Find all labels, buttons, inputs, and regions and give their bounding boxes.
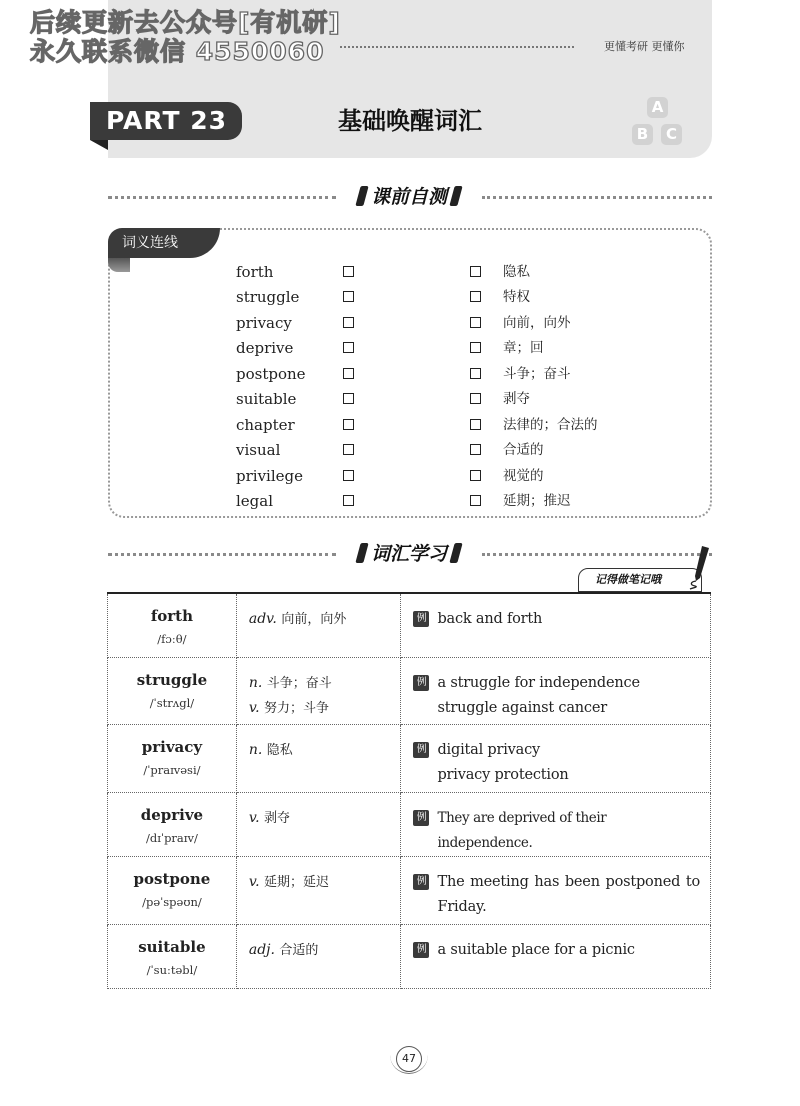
- meaning-checkbox[interactable]: [470, 368, 481, 379]
- word-cell: [108, 856, 237, 924]
- vocab-table: [107, 592, 711, 989]
- pos-label: adv.: [248, 611, 277, 627]
- sense-meaning: 延期；延迟: [264, 874, 330, 890]
- example-marker-icon: 例: [413, 810, 429, 826]
- example-marker-icon: 例: [413, 742, 429, 758]
- matching-meaning: 视觉的: [503, 468, 544, 484]
- matching-meaning: 剥夺: [503, 391, 530, 407]
- entry-phonetic: /fɔːθ/: [157, 632, 187, 646]
- definition-cell: [236, 657, 401, 724]
- word-checkbox[interactable]: [343, 266, 354, 277]
- meaning-checkbox[interactable]: [470, 317, 481, 328]
- word-checkbox[interactable]: [343, 317, 354, 328]
- entry-word: privacy: [141, 737, 203, 756]
- entry-word: postpone: [133, 869, 211, 888]
- vocab-title-text: 词汇学习: [370, 543, 447, 565]
- example-text: digital privacy: [437, 741, 541, 758]
- definition-cell: [236, 724, 401, 792]
- pen-icon: [688, 544, 712, 590]
- example-cell: [401, 792, 711, 856]
- matching-row: [236, 491, 656, 516]
- table-row: [108, 856, 711, 924]
- table-row: [108, 657, 711, 724]
- sense-meaning: 剥夺: [264, 810, 291, 826]
- pos-label: n.: [248, 674, 263, 691]
- example-cell: [401, 856, 711, 924]
- matching-word: deprive: [236, 339, 294, 357]
- example-text: They are deprived of their independence.: [437, 809, 607, 851]
- matching-word: suitable: [236, 390, 297, 408]
- abc-block-b-icon: B: [632, 124, 653, 145]
- meaning-checkbox[interactable]: [470, 393, 481, 404]
- pos-label: v.: [248, 699, 260, 716]
- matching-row: [236, 466, 656, 491]
- example-marker-icon: 例: [413, 675, 429, 691]
- pos-label: n.: [248, 741, 263, 758]
- header-dotted-rule: [340, 46, 574, 48]
- example-text: privacy protection: [437, 766, 569, 783]
- word-checkbox[interactable]: [343, 368, 354, 379]
- vocab-section-title: [336, 539, 482, 566]
- sense-meaning: 隐私: [266, 742, 293, 758]
- matching-meaning: 向前，向外: [503, 315, 571, 331]
- definition-cell: [236, 856, 401, 924]
- example-marker-icon: 例: [413, 611, 429, 627]
- vocab-rule-left: [108, 553, 336, 556]
- bracket-right-icon: [449, 186, 462, 206]
- watermark: [30, 8, 341, 66]
- meaning-checkbox[interactable]: [470, 495, 481, 506]
- entry-word: deprive: [140, 805, 204, 824]
- example-text: a struggle for independence: [437, 674, 640, 691]
- matching-word: chapter: [236, 416, 295, 434]
- matching-meaning: 隐私: [503, 264, 530, 280]
- meaning-checkbox[interactable]: [470, 342, 481, 353]
- matching-meaning: 法律的；合法的: [503, 417, 598, 433]
- pos-label: v.: [248, 873, 260, 890]
- word-checkbox[interactable]: [343, 444, 354, 455]
- entry-phonetic: /ˈsuːtəbl/: [146, 962, 198, 977]
- example-cell: [401, 593, 711, 657]
- matching-meaning: 合适的: [503, 442, 544, 458]
- page-number: 47: [396, 1046, 422, 1072]
- table-row: [108, 792, 711, 856]
- vocab-rule-right: [482, 553, 712, 556]
- pretest-rule-right: [482, 196, 712, 199]
- sense-meaning: 斗争；奋斗: [266, 675, 332, 691]
- meaning-checkbox[interactable]: [470, 291, 481, 302]
- matching-row: [236, 287, 656, 312]
- sense-meaning: 合适的: [279, 942, 319, 958]
- example-marker-icon: 例: [413, 874, 429, 890]
- word-cell: [108, 924, 237, 988]
- matching-meaning: 延期；推迟: [503, 493, 571, 509]
- meaning-checkbox[interactable]: [470, 266, 481, 277]
- abc-block-a-icon: A: [647, 97, 668, 118]
- pretest-section-title: [336, 182, 482, 209]
- entry-word: forth: [150, 607, 194, 625]
- word-checkbox[interactable]: [343, 419, 354, 430]
- bracket-left-icon: [355, 543, 368, 563]
- matching-meaning: 斗争；奋斗: [503, 366, 571, 382]
- pos-label: v.: [248, 809, 260, 826]
- table-row: [108, 924, 711, 988]
- example-marker-icon: 例: [413, 942, 429, 958]
- example-text: The meeting has been postponed to Friday.: [437, 873, 700, 915]
- matching-row: [236, 262, 656, 287]
- matching-word: postpone: [236, 365, 306, 383]
- meaning-checkbox[interactable]: [470, 444, 481, 455]
- example-text: struggle against cancer: [437, 699, 607, 716]
- sense-meaning: 向前，向外: [281, 612, 347, 627]
- entry-word: suitable: [138, 937, 206, 956]
- matching-word: legal: [236, 492, 274, 510]
- meaning-checkbox[interactable]: [470, 470, 481, 481]
- matching-row: [236, 313, 656, 338]
- note-reminder-tag: 记得做笔记哦: [578, 568, 702, 592]
- abc-block-c-icon: C: [661, 124, 682, 145]
- example-text: a suitable place for a picnic: [437, 941, 635, 958]
- definition-cell: [236, 792, 401, 856]
- sense-meaning: 努力；斗争: [264, 700, 330, 716]
- matching-meaning: 章；回: [503, 340, 544, 356]
- word-checkbox[interactable]: [343, 342, 354, 353]
- word-checkbox[interactable]: [343, 470, 354, 481]
- matching-tab-label: 词义连线: [108, 228, 220, 258]
- matching-word: privilege: [236, 467, 303, 485]
- matching-word: privacy: [236, 314, 292, 332]
- pretest-rule-left: [108, 196, 336, 199]
- word-cell: [108, 724, 237, 792]
- matching-word: visual: [236, 441, 281, 459]
- word-checkbox[interactable]: [343, 393, 354, 404]
- matching-row: [236, 389, 656, 414]
- matching-row: [236, 338, 656, 363]
- example-cell: [401, 924, 711, 988]
- example-cell: [401, 657, 711, 724]
- part-badge-fold: [90, 140, 108, 150]
- meaning-checkbox[interactable]: [470, 419, 481, 430]
- pretest-title-text: 课前自测: [370, 186, 447, 208]
- matching-word: forth: [236, 263, 274, 281]
- page-title: 基础唤醒词汇: [338, 107, 482, 135]
- matching-row: [236, 415, 656, 440]
- bracket-left-icon: [355, 186, 368, 206]
- table-row: [108, 593, 711, 657]
- matching-word: struggle: [236, 288, 300, 306]
- entry-word: struggle: [136, 670, 208, 689]
- table-row: [108, 724, 711, 792]
- part-badge: PART 23: [90, 102, 242, 140]
- entry-phonetic: /ˈstrʌgl/: [149, 695, 195, 710]
- matching-row: [236, 440, 656, 465]
- watermark-line-2: 永久联系微信 4550060: [30, 37, 325, 66]
- definition-cell: [236, 593, 401, 657]
- entry-phonetic: /pəˈspəʊn/: [142, 894, 202, 909]
- word-cell: [108, 792, 237, 856]
- bracket-right-icon: [449, 543, 462, 563]
- definition-cell: [236, 924, 401, 988]
- word-checkbox[interactable]: [343, 291, 354, 302]
- header-slogan: 更懂考研 更懂你: [604, 40, 685, 53]
- watermark-line-1: 后续更新去公众号[有机研]: [30, 8, 341, 37]
- matching-row: [236, 364, 656, 389]
- example-cell: [401, 724, 711, 792]
- word-checkbox[interactable]: [343, 495, 354, 506]
- entry-phonetic: /ˈpraɪvəsi/: [143, 762, 201, 777]
- word-cell: [108, 593, 237, 657]
- word-cell: [108, 657, 237, 724]
- matching-meaning: 特权: [503, 289, 530, 305]
- entry-phonetic: /dɪˈpraɪv/: [146, 830, 198, 845]
- pos-label: adj.: [248, 941, 275, 958]
- example-text: back and forth: [437, 611, 543, 627]
